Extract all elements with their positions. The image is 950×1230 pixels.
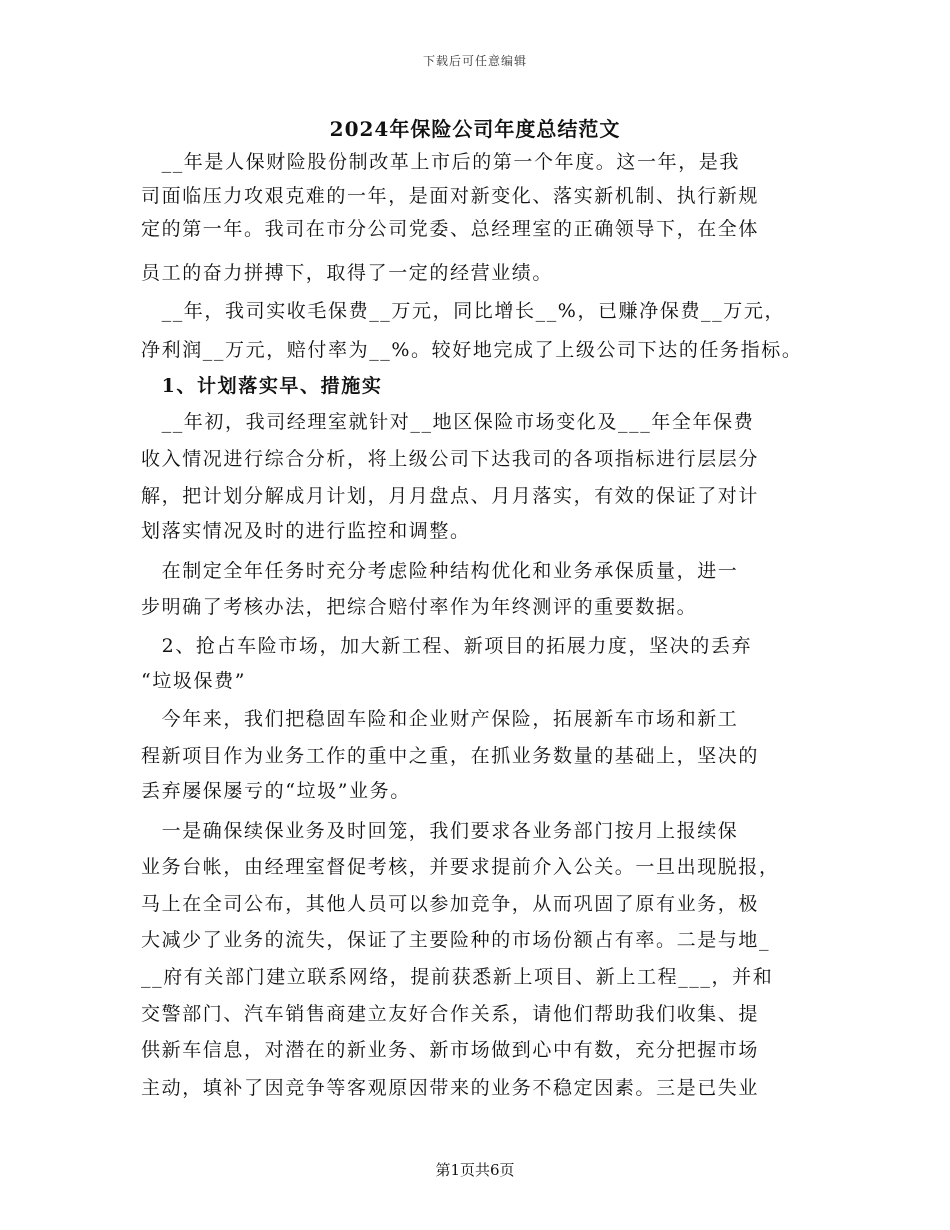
section-heading: 1、计划落实早、措施实 (141, 375, 383, 397)
body-line: __年是人保财险股份制改革上市后的第一个年度。这一年，是我 (141, 151, 741, 173)
body-line: __府有关部门建立联系网络，提前获悉新上项目、新上工程___，并和 (141, 966, 774, 988)
body-line: 一是确保续保业务及时回笼，我们要求各业务部门按月上报续保 (141, 820, 739, 842)
body-line: 员工的奋力拼搏下，取得了一定的经营业绩。 (141, 262, 554, 284)
body-line: 大减少了业务的流失，保证了主要险种的市场份额占有率。二是与地_ (141, 929, 771, 951)
body-line: 业务台帐，由经理室督促考核，并要求提前介入公关。一旦出现脱报， (141, 856, 780, 878)
body-line: 丢弃屡保屡亏的“垃圾”业务。 (141, 780, 411, 802)
body-line: 解，把计划分解成月计划，月月盘点、月月落实，有效的保证了对计 (141, 485, 760, 507)
header-note: 下载后可任意编辑 (422, 54, 527, 68)
body-line: 马上在全司公布，其他人员可以参加竞争，从而巩固了原有业务，极 (141, 893, 760, 915)
body-line: 收入情况进行综合分析，将上级公司下达我司的各项指标进行层层分 (141, 448, 760, 470)
body-line: 划落实情况及时的进行监控和调整。 (141, 520, 471, 542)
body-line: 步明确了考核办法，把综合赔付率作为年终测评的重要数据。 (141, 596, 698, 618)
body-line: 交警部门、汽车销售商建立友好合作关系，请他们帮助我们收集、提 (141, 1003, 760, 1025)
document-title: 2024年保险公司年度总结范文 (329, 117, 621, 141)
body-line: __年初，我司经理室就针对__地区保险市场变化及___年全年保费 (141, 411, 755, 433)
body-line: 在制定全年任务时充分考虑险种结构优化和业务承保质量，进一 (141, 560, 739, 582)
body-line: 定的第一年。我司在市分公司党委、总经理室的正确领导下，在全体 (141, 218, 760, 240)
section-heading: 2、抢占车险市场，加大新工程、新项目的拓展力度，坚决的丢弃 (141, 635, 753, 657)
page-number: 第1页共6页 (435, 1161, 515, 1179)
body-line: 供新车信息，对潜在的新业务、新市场做到心中有数，充分把握市场 (141, 1039, 760, 1061)
body-line: “垃圾保费” (141, 670, 247, 692)
body-line: 净利润__万元，赔付率为__%。较好地完成了上级公司下达的任务指标。 (141, 339, 803, 361)
body-line: __年，我司实收毛保费__万元，同比增长__%，已赚净保费__万元， (141, 300, 786, 322)
body-line: 主动，填补了因竞争等客观原因带来的业务不稳定因素。三是已失业 (141, 1077, 760, 1099)
body-line: 程新项目作为业务工作的重中之重，在抓业务数量的基础上，坚决的 (141, 745, 760, 767)
body-line: 今年来，我们把稳固车险和企业财产保险，拓展新车市场和新工 (141, 708, 739, 730)
body-line: 司面临压力攻艰克难的一年，是面对新变化、落实新机制、执行新规 (141, 185, 760, 207)
